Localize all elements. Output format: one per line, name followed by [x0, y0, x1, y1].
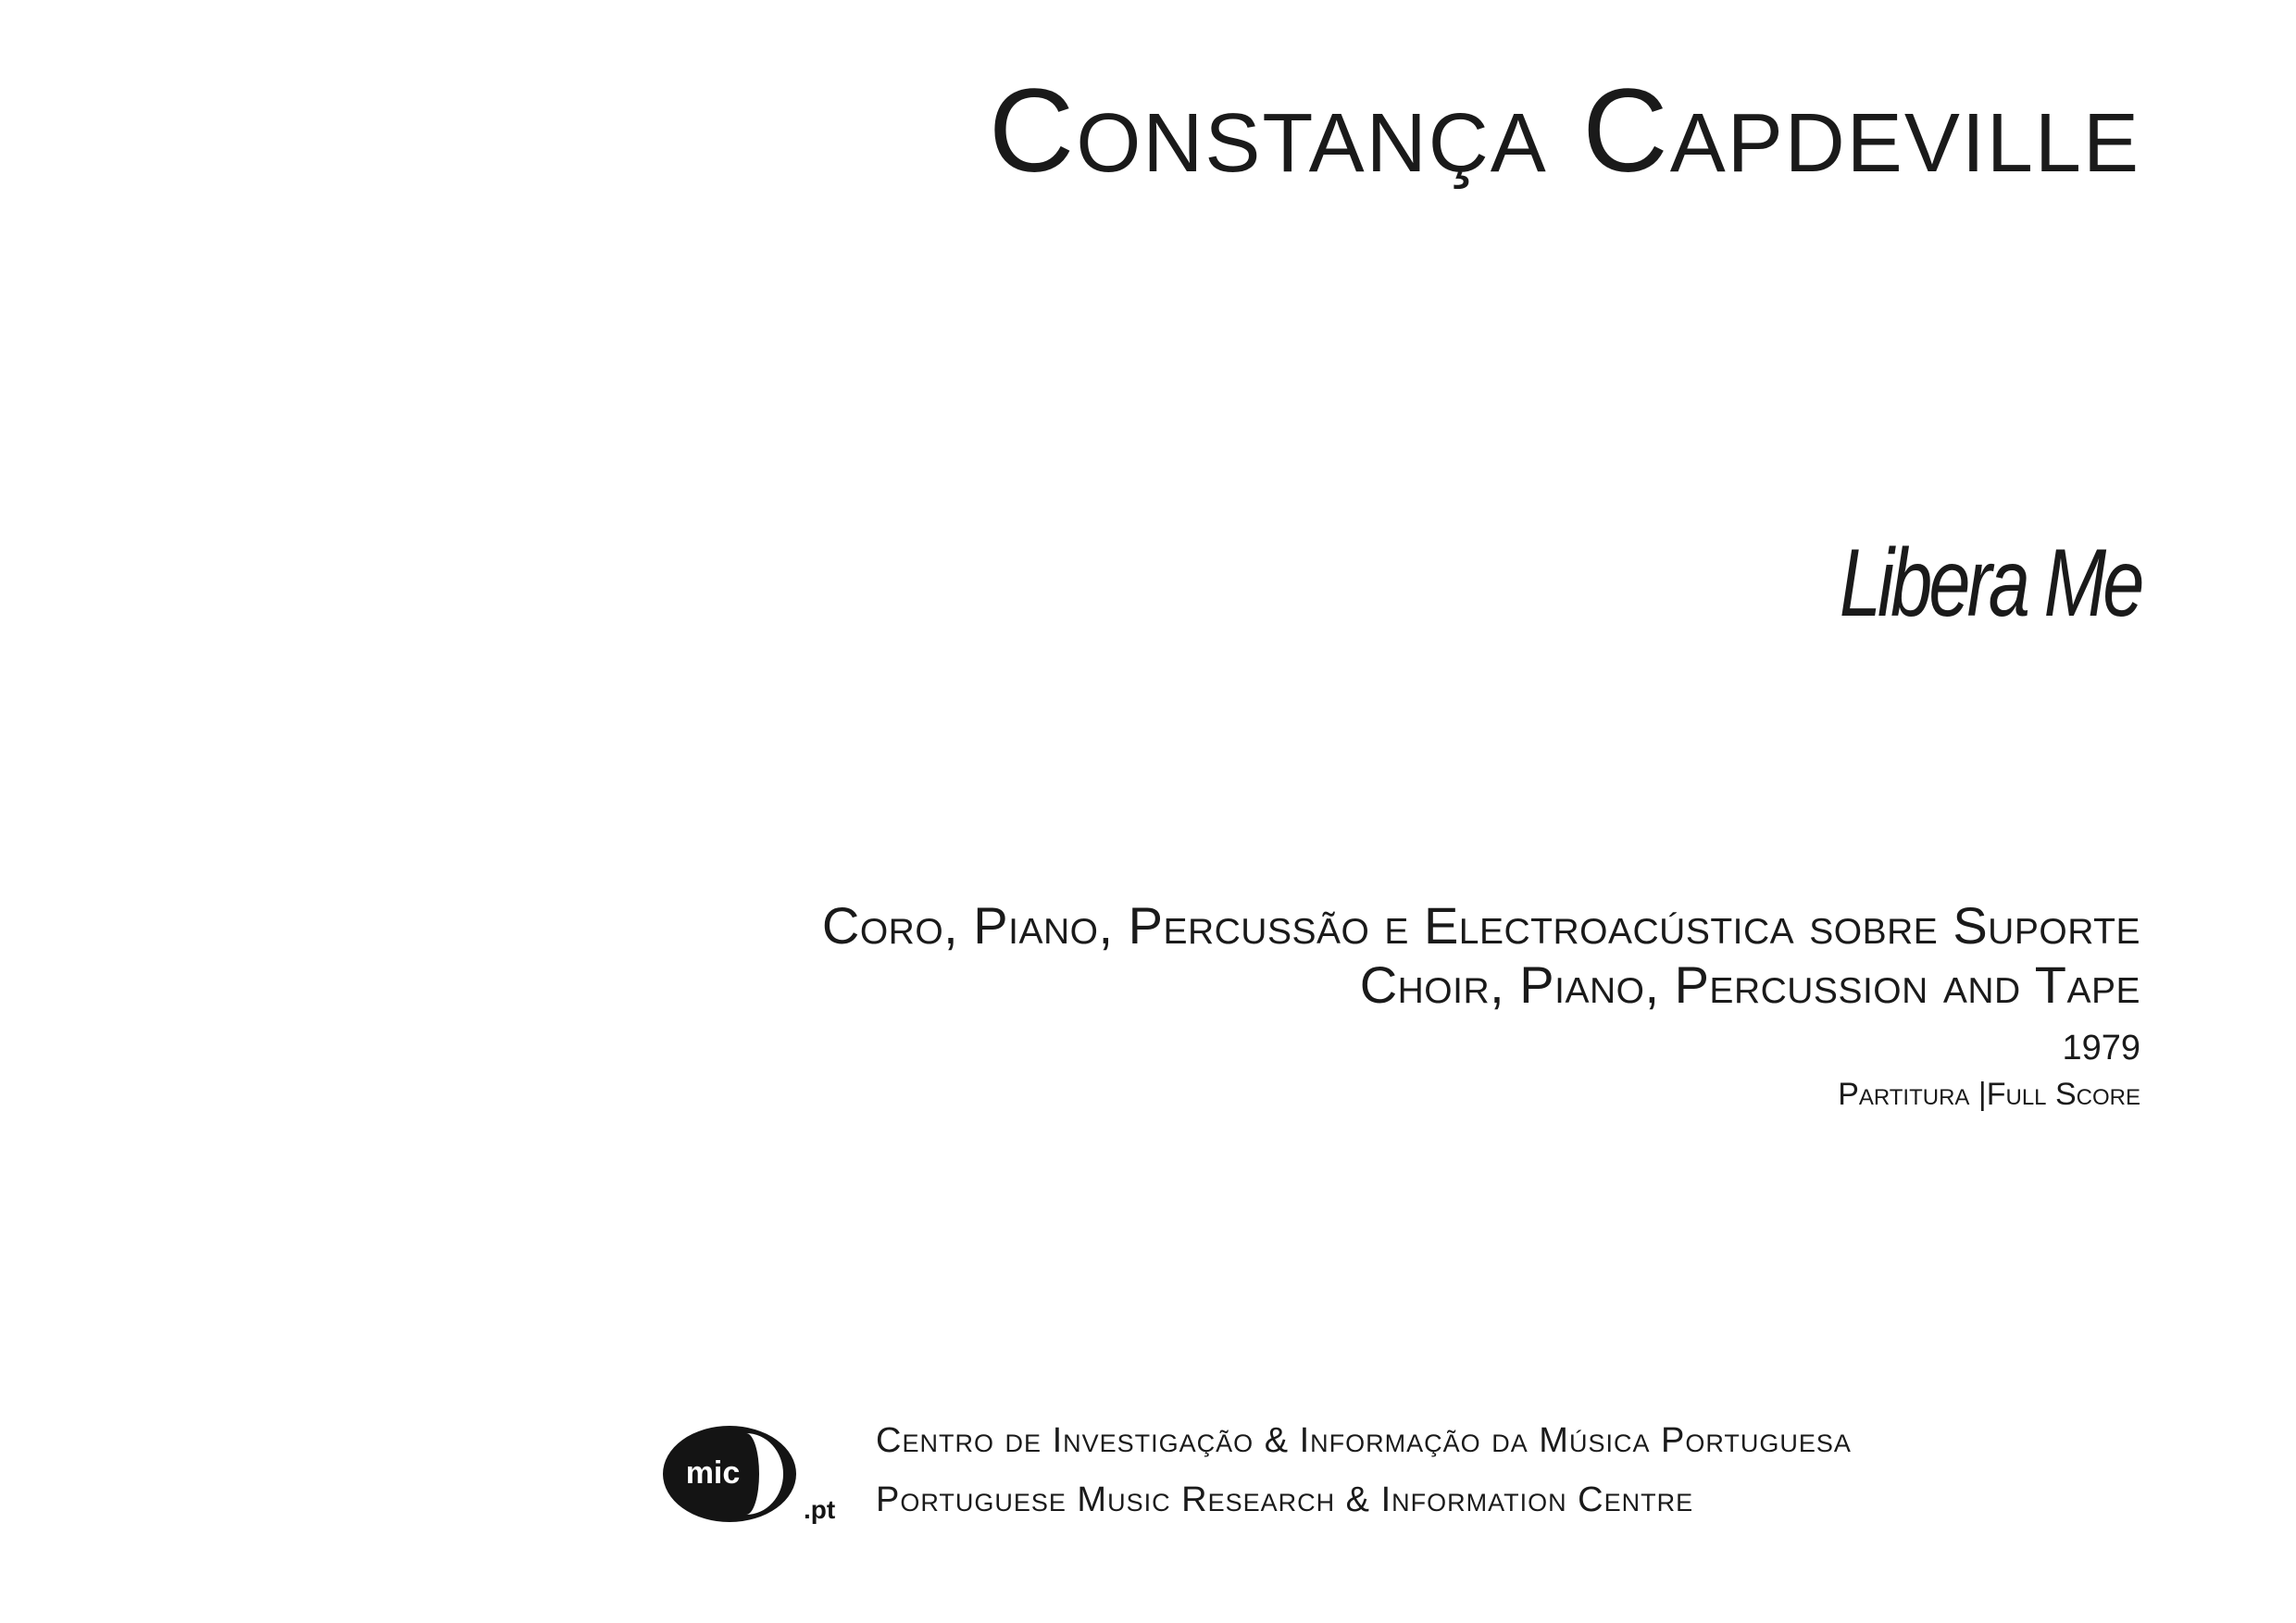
mic-logo-suffix: .pt [804, 1495, 836, 1524]
organization-english: Portuguese Music Research & Information Centre [876, 1480, 1694, 1519]
score-type-pt: Partitura [1838, 1077, 1970, 1112]
instrumentation-portuguese: Coro, Piano, Percussão e Electroacústica sobre Suporte [821, 896, 2140, 955]
score-type-separator: | [1978, 1077, 1987, 1112]
composer-name: Constança Capdeville [988, 65, 2140, 197]
mic-logo-graphic [661, 1420, 846, 1531]
score-type-en: Full Score [1986, 1077, 2140, 1112]
instrumentation-block [822, 896, 2140, 1115]
composition-year: 1979 [2062, 1029, 2140, 1067]
organization-portuguese: Centro de Investigação & Informação da Música Portuguesa [876, 1421, 1852, 1460]
organization-block [876, 1411, 1852, 1529]
score-type [822, 1074, 2140, 1115]
mic-logo-text: mic [685, 1455, 741, 1491]
instrumentation-english: Choir, Piano, Percussion and Tape [1359, 955, 2140, 1014]
work-title: Libera Me [1839, 530, 2140, 637]
mic-logo [661, 1420, 846, 1531]
